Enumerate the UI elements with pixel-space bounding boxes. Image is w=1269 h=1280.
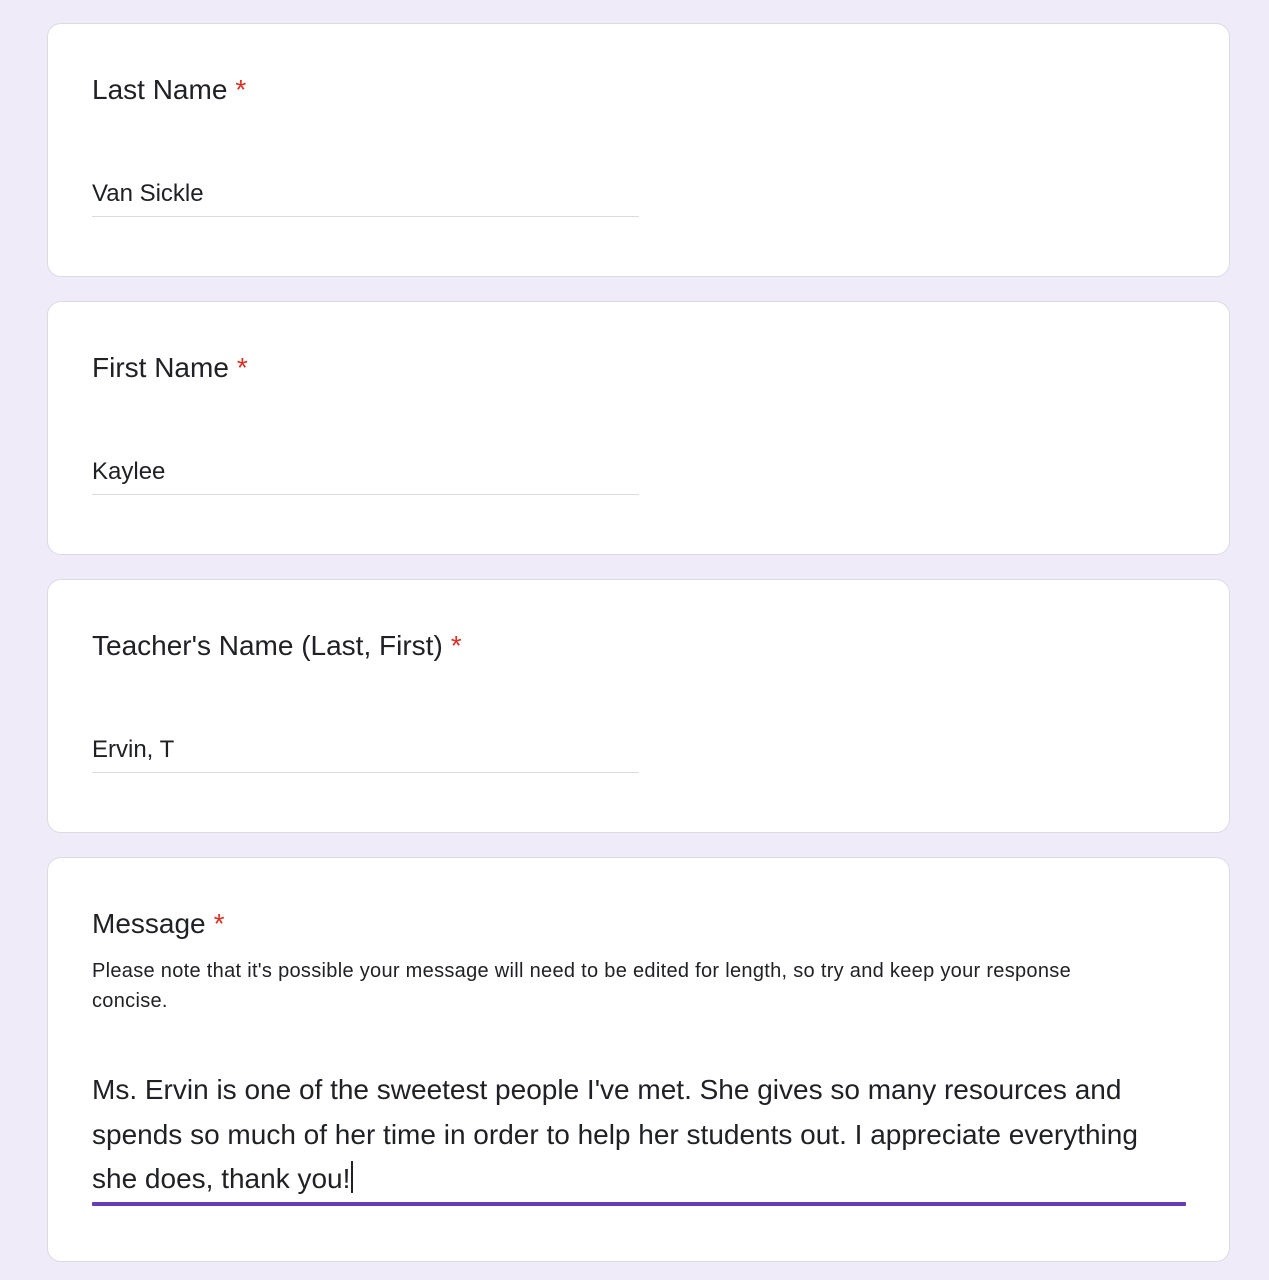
- last-name-input[interactable]: [92, 172, 639, 217]
- question-title-text: Last Name: [92, 74, 228, 105]
- question-title-text: First Name: [92, 352, 229, 383]
- last-name-value: Van Sickle: [92, 180, 204, 207]
- question-title: [92, 74, 246, 106]
- teacher-name-value: Ervin, T: [92, 736, 175, 763]
- question-title-text: Teacher's Name (Last, First): [92, 630, 443, 661]
- first-name-value: Kaylee: [92, 458, 166, 485]
- required-asterisk: *: [236, 352, 248, 383]
- question-title-text: Message: [92, 908, 206, 939]
- text-cursor: [351, 1161, 353, 1193]
- question-description: Please note that it's possible your message will need to be edited for length, so try and keep your response concise.: [92, 960, 1072, 1012]
- first-name-input[interactable]: [92, 450, 639, 495]
- question-card-message: [47, 857, 1230, 1262]
- question-title: [92, 630, 462, 662]
- question-card-last-name: [47, 23, 1230, 277]
- required-asterisk: *: [213, 908, 225, 939]
- question-title: [92, 908, 225, 940]
- question-card-first-name: [47, 301, 1230, 555]
- question-card-teacher-name: [47, 579, 1230, 833]
- required-asterisk: *: [450, 630, 462, 661]
- message-value: Ms. Ervin is one of the sweetest people I've met. She gives so many resources and spends so much of her time in order to help her students out. I appreciate everything she does, thank you!: [92, 1074, 1138, 1194]
- required-asterisk: *: [235, 74, 247, 105]
- message-textarea[interactable]: [92, 1068, 1186, 1202]
- teacher-name-input[interactable]: [92, 728, 639, 773]
- question-title: [92, 352, 248, 384]
- focus-underline: [92, 1202, 1186, 1206]
